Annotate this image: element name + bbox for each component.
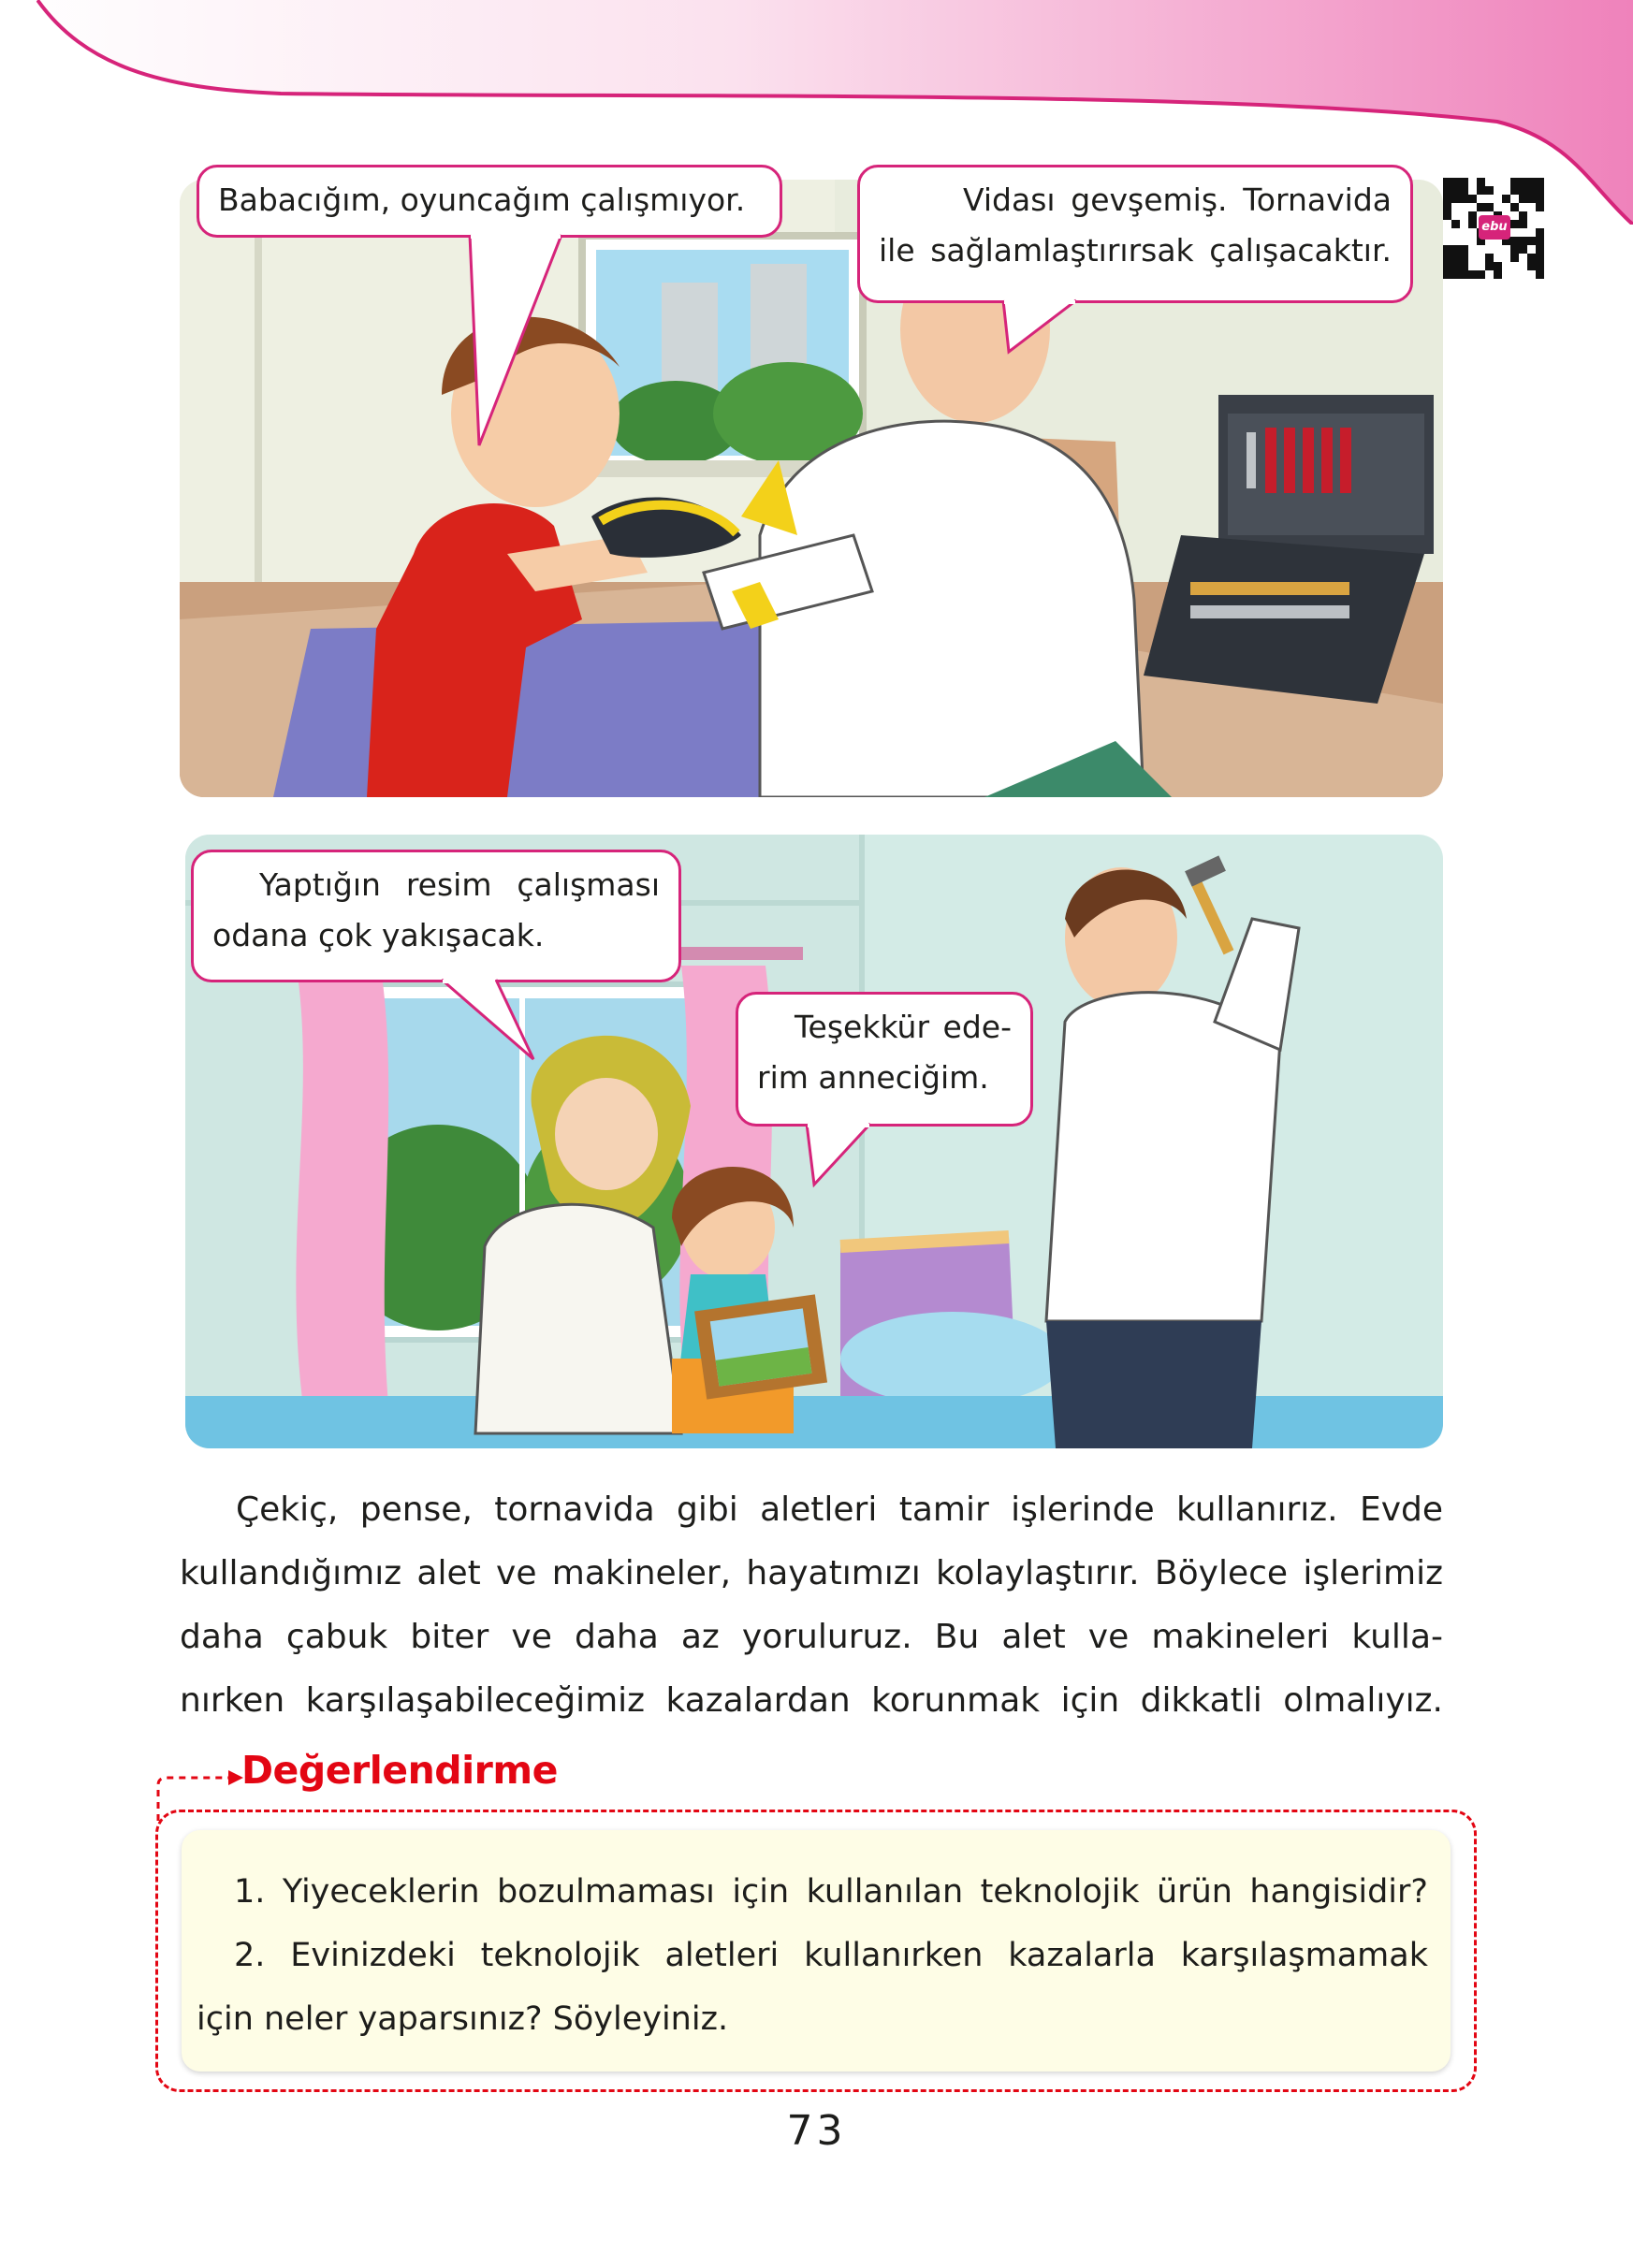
speech-bubble-father <box>857 165 1413 303</box>
qr-badge: ebu <box>1479 215 1510 240</box>
body-paragraph <box>180 1478 1443 1733</box>
qr-module <box>1468 195 1477 203</box>
qr-module <box>1460 245 1468 254</box>
qr-module <box>1451 178 1460 186</box>
qr-module <box>1451 262 1460 270</box>
qr-module <box>1527 237 1536 245</box>
qr-module <box>1443 254 1451 262</box>
qr-module <box>1451 254 1460 262</box>
qr-module <box>1460 254 1468 262</box>
qr-module <box>1494 270 1502 279</box>
bubble-text: Yaptığın resim çalışması <box>259 866 660 903</box>
qr-module <box>1527 262 1536 270</box>
bubble-text: odana çok yakışacak. <box>212 917 545 953</box>
qr-module <box>1510 245 1519 254</box>
qr-module <box>1510 203 1519 211</box>
qr-module <box>1502 195 1510 203</box>
speech-bubble-tail <box>805 1124 880 1189</box>
qr-module <box>1510 220 1519 228</box>
qr-module <box>1510 254 1519 262</box>
qr-module <box>1527 186 1536 195</box>
qr-module <box>1536 228 1544 237</box>
qr-module <box>1460 186 1468 195</box>
qr-module <box>1477 186 1485 195</box>
speech-bubble-tail <box>1001 300 1086 356</box>
qr-module <box>1527 195 1536 203</box>
qr-module <box>1485 203 1494 211</box>
page-number: 73 <box>786 2107 847 2155</box>
qr-module <box>1536 178 1544 186</box>
paragraph-line: Çekiç, pense, tornavida gibi aletleri tamir işlerinde kullanırız. Evde <box>236 1490 1443 1529</box>
qr-module <box>1510 186 1519 195</box>
qr-module <box>1468 270 1477 279</box>
qr-module <box>1451 186 1460 195</box>
qr-module <box>1519 245 1527 254</box>
paragraph-line: nırken karşılaşabileceğimiz kazalardan korunmak için dikkatli olmalıyız. <box>180 1681 1443 1720</box>
qr-module <box>1536 237 1544 245</box>
qr-module <box>1443 262 1451 270</box>
qr-module <box>1485 262 1494 270</box>
qr-module <box>1468 220 1477 228</box>
qr-module <box>1477 270 1485 279</box>
qr-module <box>1519 195 1527 203</box>
speech-bubble-girl <box>736 992 1033 1127</box>
qr-module <box>1477 203 1485 211</box>
qr-module <box>1519 178 1527 186</box>
qr-module <box>1451 270 1460 279</box>
speech-bubble-tail <box>468 235 580 450</box>
paragraph-line: daha çabuk biter ve daha az yoruluruz. Bu alet ve makineleri kulla- <box>180 1618 1443 1656</box>
qr-module <box>1451 195 1460 203</box>
qr-module <box>1443 195 1451 203</box>
qr-module <box>1443 186 1451 195</box>
qr-module <box>1443 178 1451 186</box>
question-2: 2. Evinizdeki teknolojik aletleri kullanırken kazalarla karşılaşmamak <box>234 1937 1428 1974</box>
qr-module <box>1468 211 1477 220</box>
speech-bubble-child <box>197 165 782 238</box>
qr-module <box>1536 270 1544 279</box>
qr-module <box>1519 211 1527 220</box>
qr-module <box>1451 220 1460 228</box>
qr-module <box>1527 178 1536 186</box>
qr-module <box>1519 220 1527 228</box>
bubble-text: Vidası gevşemiş. Tornavida <box>963 182 1392 218</box>
evaluation-title: Değerlendirme <box>241 1748 558 1793</box>
qr-module <box>1460 178 1468 186</box>
qr-module <box>1494 262 1502 270</box>
qr-module <box>1443 245 1451 254</box>
qr-module <box>1510 178 1519 186</box>
qr-module <box>1443 203 1451 211</box>
qr-module <box>1519 186 1527 195</box>
bubble-text: Babacığım, oyuncağım çalışmıyor. <box>218 182 746 218</box>
question-2-continued: için neler yaparsınız? Söyleyiniz. <box>197 2000 729 2038</box>
bubble-text: ile sağlamlaştırırsak çalışacaktır. <box>879 232 1392 269</box>
paragraph-line: kullandığımız alet ve makineler, hayatımızı kolaylaştırır. Böylece işlerimiz <box>180 1554 1443 1592</box>
qr-module <box>1536 262 1544 270</box>
qr-module <box>1536 195 1544 203</box>
qr-module <box>1460 262 1468 270</box>
speech-bubble-tail <box>440 980 543 1064</box>
arrow-right-icon <box>155 1757 249 1823</box>
qr-module <box>1536 254 1544 262</box>
bubble-text: rim anneciğim. <box>757 1059 989 1096</box>
qr-module <box>1460 270 1468 279</box>
qr-module <box>1485 254 1494 262</box>
qr-code-icon[interactable] <box>1443 178 1544 279</box>
bubble-text: Teşekkür ede- <box>795 1009 1012 1045</box>
qr-module <box>1527 254 1536 262</box>
qr-module <box>1460 195 1468 203</box>
speech-bubble-mother <box>191 850 681 982</box>
qr-module <box>1510 237 1519 245</box>
qr-module <box>1443 270 1451 279</box>
qr-module <box>1519 237 1527 245</box>
qr-module <box>1443 211 1451 220</box>
qr-module <box>1485 186 1494 195</box>
qr-module <box>1536 186 1544 195</box>
qr-module <box>1477 178 1485 186</box>
qr-module <box>1451 245 1460 254</box>
question-1: 1. Yiyeceklerin bozulmaması için kullanılan teknolojik ürün hangisidir? <box>234 1873 1428 1911</box>
qr-module <box>1536 245 1544 254</box>
qr-module <box>1536 203 1544 211</box>
